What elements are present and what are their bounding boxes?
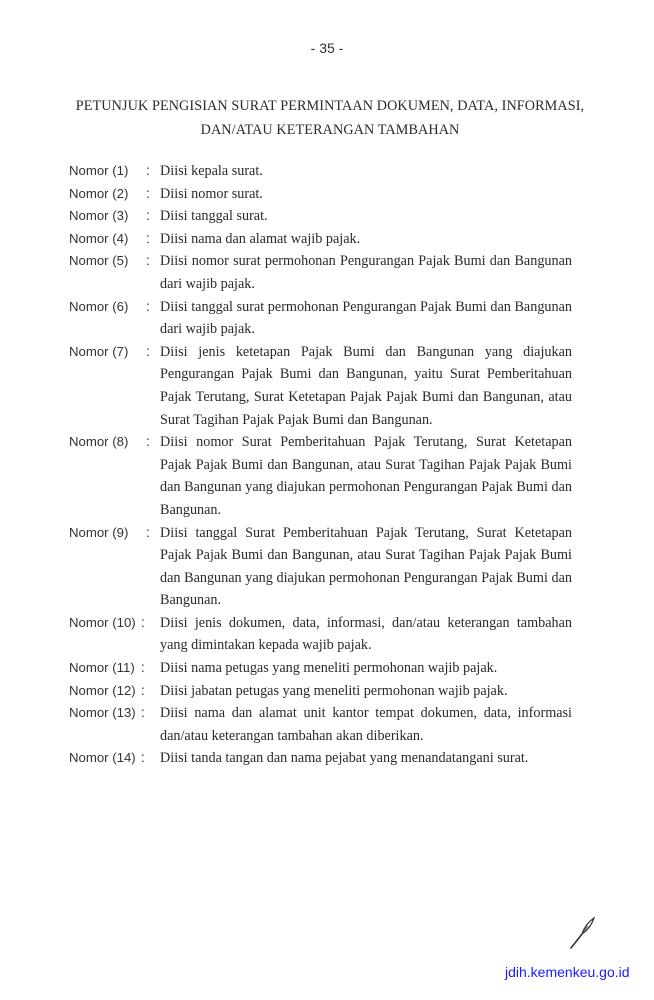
item-separator: : xyxy=(146,434,150,450)
item-text: Diisi nama dan alamat wajib pajak. xyxy=(160,230,361,247)
item-separator: : xyxy=(141,660,145,676)
item-label: Nomor (4) xyxy=(69,230,129,246)
item-label: Nomor (7) xyxy=(69,343,129,359)
item-text: Diisi nama dan alamat unit kantor tempat dokumen, data, informasi dan/atau keterangan tambahan akan diberikan. xyxy=(160,705,572,744)
item-text: Diisi kepala surat. xyxy=(160,163,263,179)
item-separator: : xyxy=(146,343,150,359)
item-label: Nomor (13) xyxy=(69,705,136,721)
instruction-item xyxy=(69,680,572,703)
item-text: Diisi tanda tangan dan nama pejabat yang menandatangani surat. xyxy=(160,750,529,767)
item-separator: : xyxy=(146,185,150,201)
item-separator: : xyxy=(146,298,150,314)
instruction-item xyxy=(69,657,572,680)
footer-website-link[interactable]: jdih.kemenkeu.go.id xyxy=(505,964,630,980)
item-text: Diisi jenis ketetapan Pajak Bumi dan Bangunan yang diajukan Pengurangan Pajak Bumi dan Bangunan, yaitu Surat Pemberitahuan Pajak Terutang, Surat Ketetapan Pajak Pajak Bumi dan Bangunan, atau Surat Tagihan Pajak Pajak Bumi dan Bangunan. xyxy=(160,343,572,428)
item-label: Nomor (3) xyxy=(69,208,129,224)
item-text: Diisi jenis dokumen, data, informasi, dan/atau keterangan tambahan yang dimintakan kepada wajib pajak. xyxy=(160,614,572,654)
item-label: Nomor (8) xyxy=(69,434,129,450)
item-label: Nomor (2) xyxy=(69,185,129,201)
instruction-list xyxy=(69,160,572,770)
item-separator: : xyxy=(141,682,145,698)
item-separator: : xyxy=(146,253,150,269)
item-label: Nomor (5) xyxy=(69,253,129,269)
instruction-item xyxy=(69,747,572,770)
instruction-item xyxy=(69,522,572,612)
instruction-item xyxy=(69,205,572,228)
instruction-item xyxy=(69,431,572,521)
item-separator: : xyxy=(146,163,150,178)
item-separator: : xyxy=(141,750,145,766)
item-separator: : xyxy=(146,230,150,246)
item-label: Nomor (6) xyxy=(69,298,129,314)
item-text: Diisi nomor Surat Pemberitahuan Pajak Terutang, Surat Ketetapan Pajak Pajak Bumi dan Bangunan, atau Surat Tagihan Pajak Pajak Bumi dan Bangunan yang diajukan permohonan Pengurangan Pajak Bumi dan Bangunan. xyxy=(160,434,572,518)
item-text: Diisi tanggal surat. xyxy=(160,208,268,225)
instruction-item xyxy=(69,612,572,657)
instruction-item xyxy=(69,341,572,431)
item-separator: : xyxy=(141,614,145,630)
item-text: Diisi jabatan petugas yang meneliti permohonan wajib pajak. xyxy=(160,682,508,699)
item-text: Diisi nomor surat. xyxy=(160,185,263,202)
signature-icon xyxy=(568,916,598,950)
instruction-item xyxy=(69,702,572,747)
item-text: Diisi tanggal Surat Pemberitahuan Pajak Terutang, Surat Ketetapan Pajak Pajak Bumi dan Bangunan, atau Surat Tagihan Pajak Pajak Bumi dan Bangunan yang diajukan permohonan Pengurangan Pajak Bumi dan Bangunan. xyxy=(160,524,572,609)
instruction-item xyxy=(69,250,572,295)
item-label: Nomor (11) xyxy=(69,660,135,676)
item-separator: : xyxy=(141,705,145,721)
instruction-item xyxy=(69,183,572,206)
item-text: Diisi tanggal surat permohonan Pengurangan Pajak Bumi dan Bangunan dari wajib pajak. xyxy=(160,298,572,338)
item-separator: : xyxy=(146,208,150,224)
page-number: - 35 - xyxy=(310,40,344,56)
instruction-item xyxy=(69,228,572,251)
item-text: Diisi nama petugas yang meneliti permohonan wajib pajak. xyxy=(160,660,498,677)
item-label: Nomor (9) xyxy=(69,524,129,540)
title-line-2: DAN/ATAU KETERANGAN TAMBAHAN xyxy=(200,122,460,138)
title-line-1: PETUNJUK PENGISIAN SURAT PERMINTAAN DOKUMEN, DATA, INFORMASI, xyxy=(75,98,585,114)
item-separator: : xyxy=(146,524,150,540)
document-title xyxy=(60,94,600,142)
item-text: Diisi nomor surat permohonan Pengurangan Pajak Bumi dan Bangunan dari wajib pajak. xyxy=(160,253,572,292)
item-label: Nomor (10) xyxy=(69,614,136,630)
item-label: Nomor (14) xyxy=(69,750,136,766)
instruction-item xyxy=(69,160,572,183)
item-label: Nomor (12) xyxy=(69,682,136,698)
instruction-item xyxy=(69,296,572,341)
item-label: Nomor (1) xyxy=(69,163,129,178)
